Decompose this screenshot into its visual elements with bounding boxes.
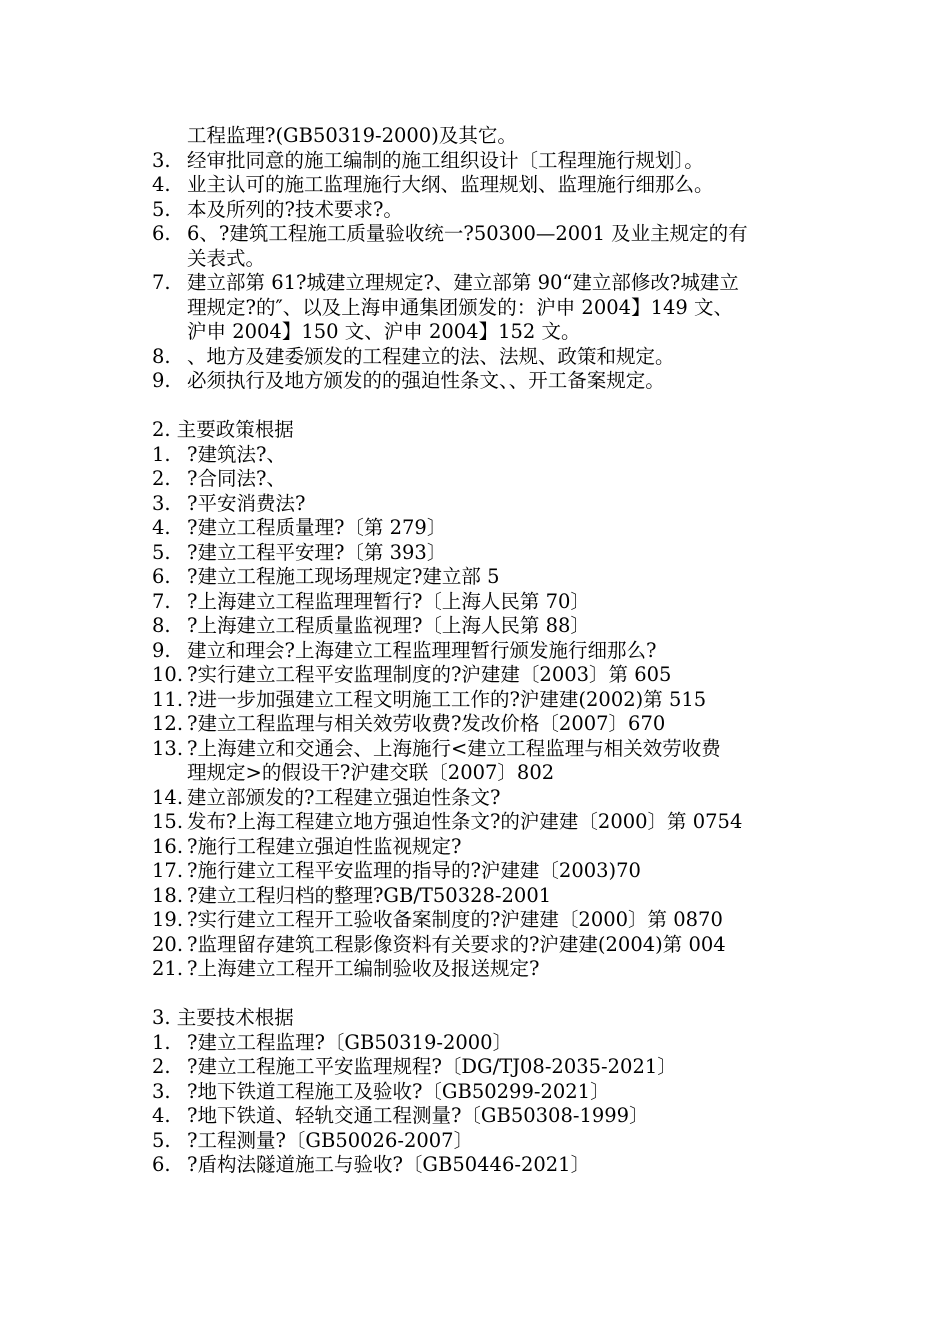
list-item-number: 2. xyxy=(152,467,171,490)
list-item-number: 14. xyxy=(152,785,184,809)
list-item-number: 5. xyxy=(152,197,171,221)
list-item-text: ?建立工程质量理?〔第 279〕 xyxy=(187,516,447,539)
list-item-number: 12. xyxy=(152,712,184,735)
list-item-number: 17. xyxy=(152,859,184,882)
list-item-text: 关表式。 xyxy=(187,246,266,270)
list-item-text: ?合同法?、 xyxy=(187,467,286,490)
list-item-number: 4. xyxy=(152,516,171,539)
list-item-number: 10. xyxy=(152,663,184,686)
list-item-text: 沪申 2004】150 文、沪申 2004】152 文。 xyxy=(187,320,581,343)
list-item-number: 9. xyxy=(152,638,171,662)
list-item-number: 2. xyxy=(152,1055,171,1078)
list-item-number: 7. xyxy=(152,271,171,294)
list-item-text: 6、?建筑工程施工质量验收统一?50300—2001 及业主规定的有 xyxy=(187,222,748,245)
list-item-number: 4. xyxy=(152,1104,171,1127)
list-item-text: ?进一步加强建立工程文明施工工作的?沪建建(2002)第 515 xyxy=(187,687,707,711)
list-item-text: 必须执行及地方颁发的的强迫性条文、、开工备案规定。 xyxy=(187,369,665,392)
list-item-number: 3. xyxy=(152,491,171,515)
list-item-number: 7. xyxy=(152,589,171,613)
list-item-text: ?上海建立和交通会、上海施行<建立工程监理与相关效劳收费 xyxy=(187,736,721,760)
list-item-text: ?监理留存建筑工程影像资料有关要求的?沪建建(2004)第 004 xyxy=(187,932,726,956)
list-item-number: 15. xyxy=(152,810,184,833)
list-item-number: 5. xyxy=(152,540,171,564)
list-item-number: 6. xyxy=(152,1153,171,1176)
list-item-number: 6. xyxy=(152,565,171,588)
list-item-text: ?施行建立工程平安监理的指导的?沪建建〔2003)70 xyxy=(187,859,641,882)
section-heading: 2. 主要政策根据 xyxy=(152,418,294,441)
list-item-text: 建立部颁发的?工程建立强迫性条文? xyxy=(187,785,501,809)
list-item-text: ?实行建立工程平安监理制度的?沪建建〔2003〕第 605 xyxy=(187,663,672,686)
list-item-number: 6. xyxy=(152,222,171,245)
list-item-text: ?建立工程监理?〔GB50319-2000〕 xyxy=(187,1030,513,1054)
list-item-number: 3. xyxy=(152,148,171,172)
list-item-text: 经审批同意的施工编制的施工组织设计〔工程理施行规划〕。 xyxy=(187,148,704,172)
list-item-text: 、地方及建委颁发的工程建立的法、法规、政策和规定。 xyxy=(187,344,675,368)
list-item-number: 9. xyxy=(152,369,171,392)
list-item-text: ?地下铁道工程施工及验收?〔GB50299-2021〕 xyxy=(187,1079,610,1103)
list-item-text: ?上海建立工程质量监视理?〔上海人民第 88〕 xyxy=(187,614,590,637)
list-item-number: 1. xyxy=(152,1030,171,1054)
list-item-text: ?施行工程建立强迫性监视规定? xyxy=(187,834,462,858)
list-item-number: 19. xyxy=(152,908,184,931)
list-item-text: ?建筑法?、 xyxy=(187,442,286,466)
list-item-text: 理规定>的假设干?沪建交联〔2007〕802 xyxy=(187,761,555,784)
list-item-text: 本及所列的?技术要求?。 xyxy=(187,197,403,221)
list-item-number: 1. xyxy=(152,442,171,466)
list-item-text: ?盾构法隧道施工与验收?〔GB50446-2021〕 xyxy=(187,1153,591,1176)
list-item-text: ?上海建立工程监理理暂行?〔上海人民第 70〕 xyxy=(187,589,590,613)
list-item-text: ?平安消费法? xyxy=(187,491,306,515)
list-item-text: 建立和理会?上海建立工程监理理暂行颁发施行细那么? xyxy=(187,638,657,662)
list-item-text: 发布?上海工程建立地方强迫性条文?的沪建建〔2000〕第 0754 xyxy=(187,810,743,833)
list-item-text: ?建立工程施工现场理规定?建立部 5 xyxy=(187,565,500,588)
list-item-number: 5. xyxy=(152,1128,171,1152)
list-item-number: 16. xyxy=(152,834,184,858)
section-heading: 3. 主要技术根据 xyxy=(152,1006,294,1029)
list-item-number: 8. xyxy=(152,344,171,368)
list-item-text: ?实行建立工程开工验收备案制度的?沪建建〔2000〕第 0870 xyxy=(187,908,723,931)
list-item-text: ?建立工程平安理?〔第 393〕 xyxy=(187,540,447,564)
list-item-number: 13. xyxy=(152,736,184,760)
list-item-number: 21. xyxy=(152,957,184,980)
list-item-text: ?建立工程监理与相关效劳收费?发改价格〔2007〕670 xyxy=(187,712,666,735)
list-item-number: 8. xyxy=(152,614,171,637)
list-item-text: 业主认可的施工监理施行大纲、监理规划、监理施行细那么。 xyxy=(187,173,714,196)
list-item-text: ?上海建立工程开工编制验收及报送规定? xyxy=(187,957,540,980)
list-item-number: 4. xyxy=(152,173,171,196)
list-item-text: ?建立工程归档的整理?GB/T50328-2001 xyxy=(187,883,552,907)
list-item-number: 18. xyxy=(152,883,184,907)
list-item-text: ?地下铁道、轻轨交通工程测量?〔GB50308-1999〕 xyxy=(187,1104,649,1127)
continuation-text: 工程监理?(GB50319-2000)及其它。 xyxy=(187,124,517,147)
list-item-text: 理规定?的″、以及上海申通集团颁发的：沪申 2004】149 文、 xyxy=(187,295,733,319)
list-item-text: ?工程测量?〔GB50026-2007〕 xyxy=(187,1128,474,1152)
list-item-number: 3. xyxy=(152,1079,171,1103)
list-item-text: 建立部第 61?城建立理规定?、建立部第 90“建立部修改?城建立 xyxy=(187,271,739,294)
list-item-text: ?建立工程施工平安监理规程?〔DG/TJ08-2035-2021〕 xyxy=(187,1055,677,1078)
list-item-number: 20. xyxy=(152,932,184,956)
list-item-number: 11. xyxy=(152,687,184,711)
